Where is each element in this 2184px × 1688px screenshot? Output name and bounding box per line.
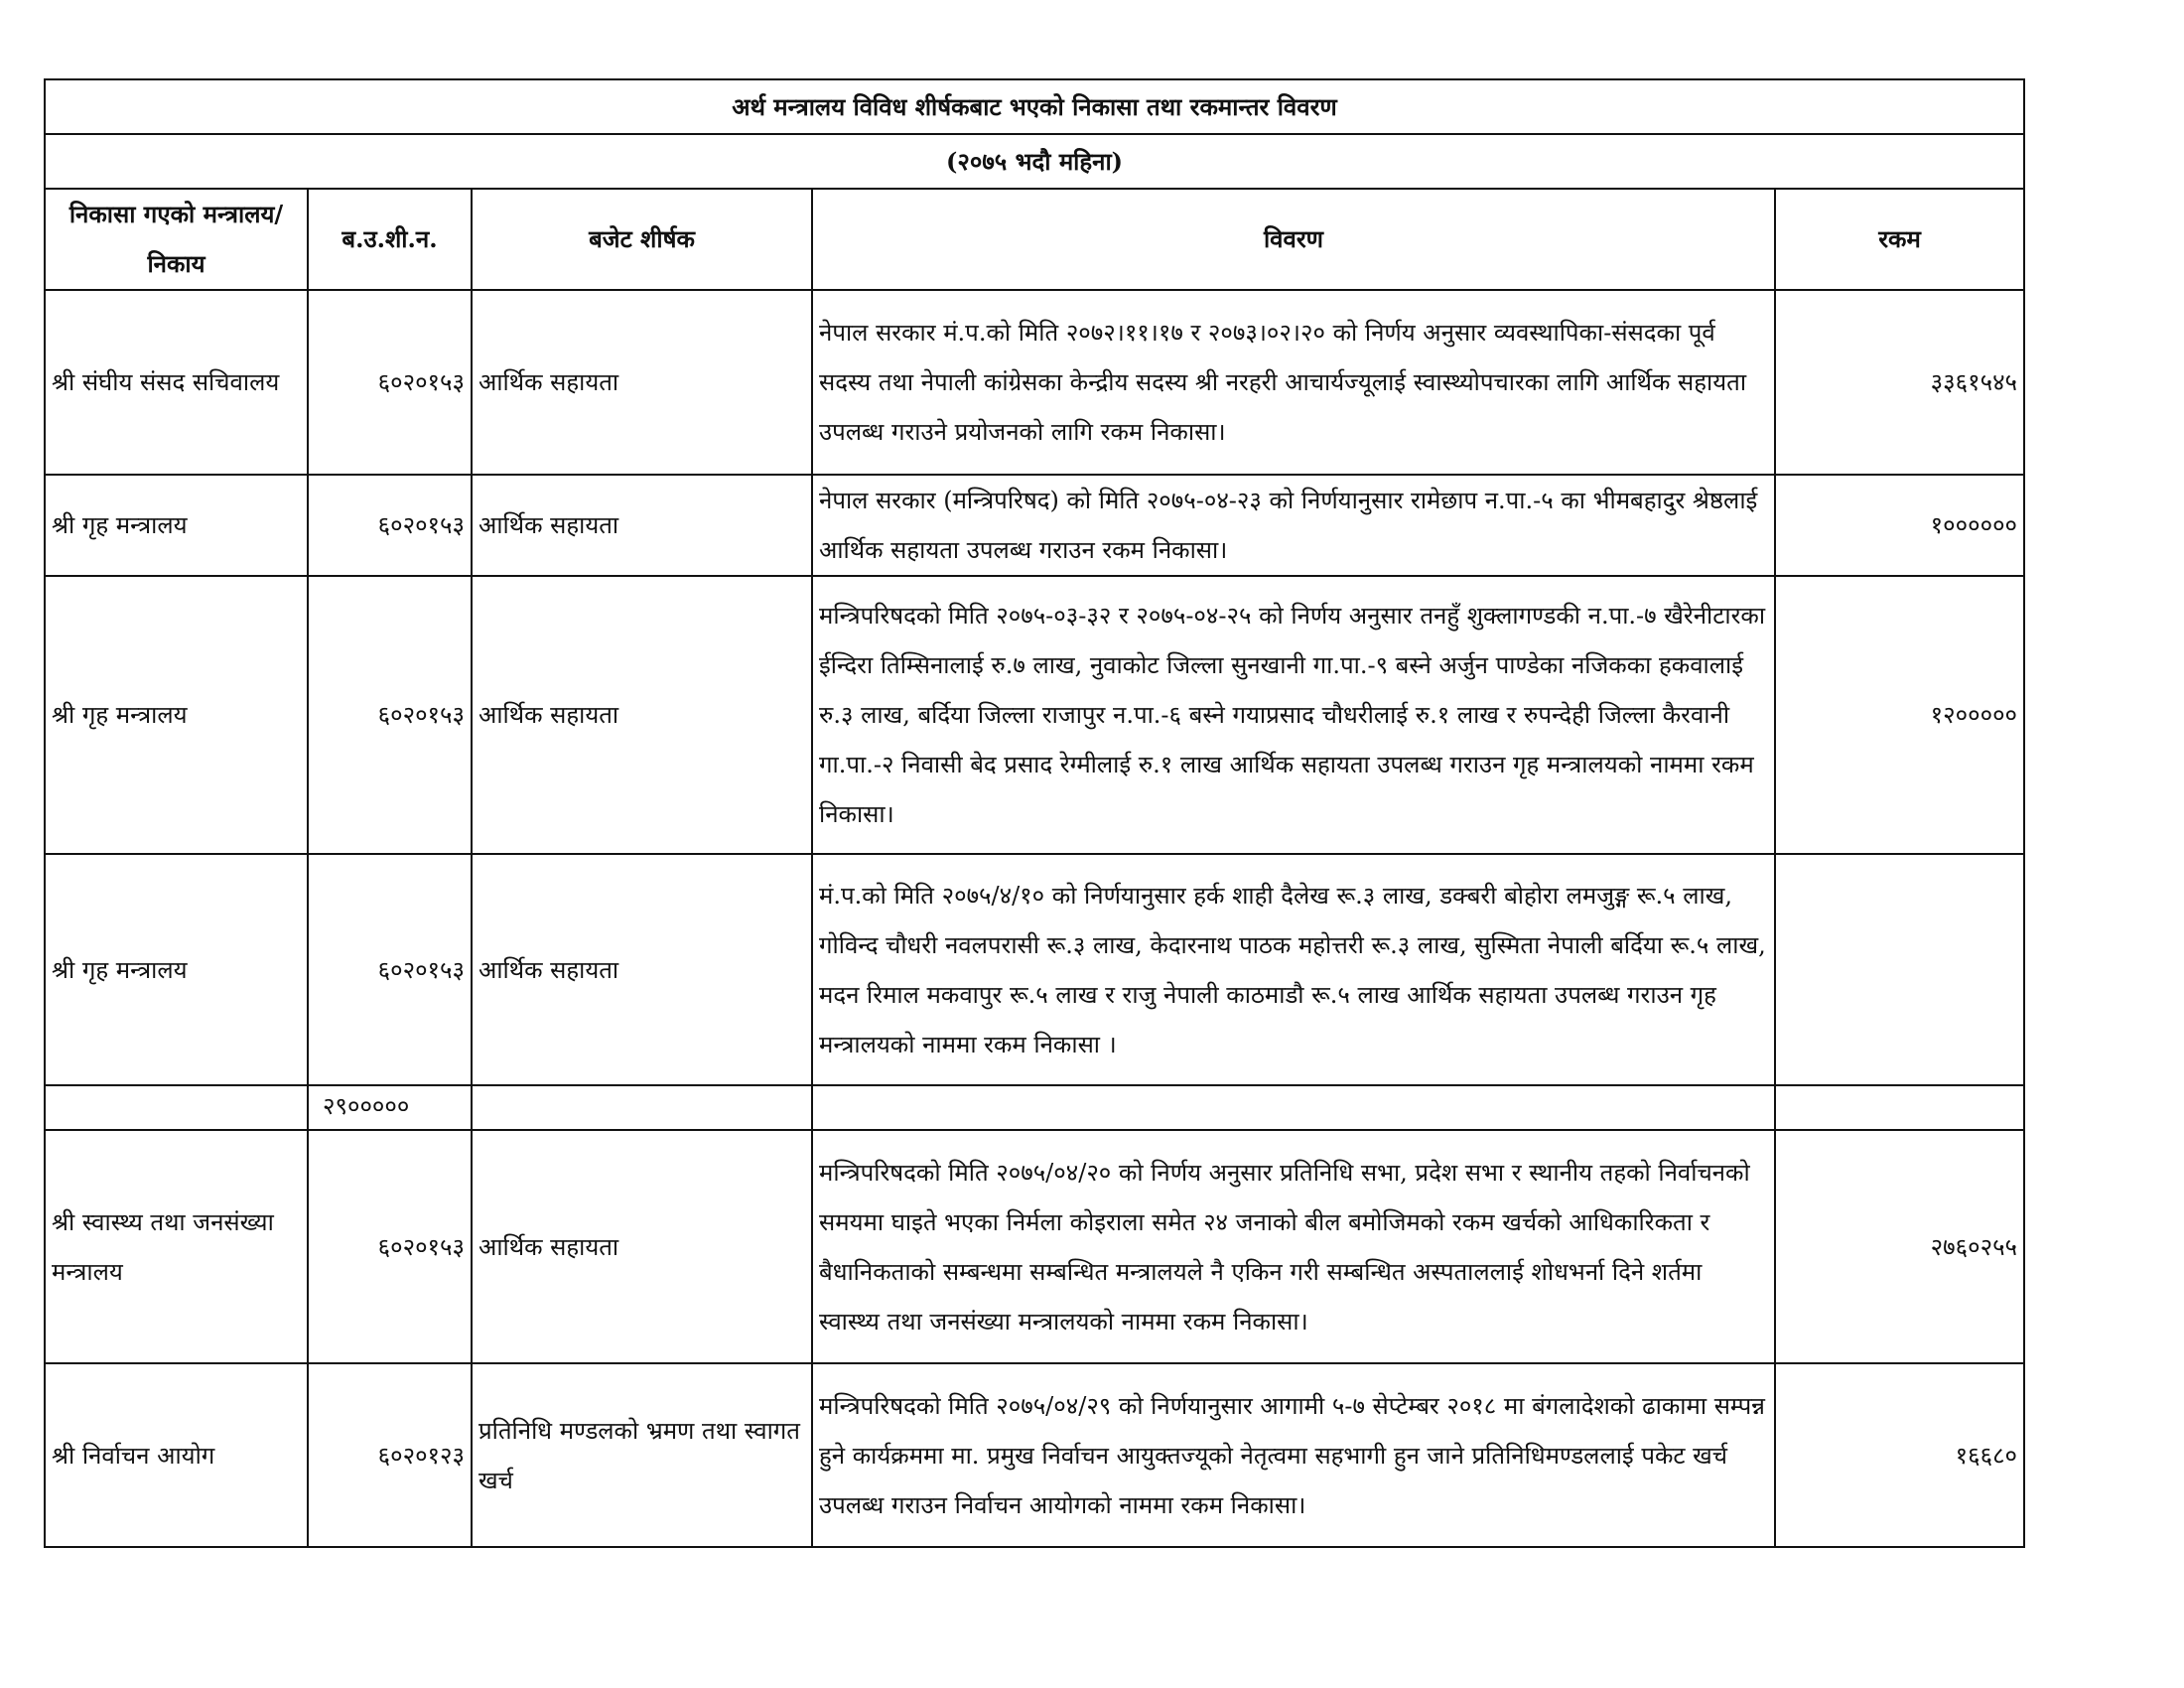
description-cell: मं.प.को मिति २०७५/४/१० को निर्णयानुसार हर्क शाही दैलेख रू.३ लाख, डक्बरी बोहोरा लमजुङ्ग रू.५ लाख, गोविन्द चौधरी नवलपरासी रू.३ लाख, केदारनाथ पाठक महोत्तरी रू.३ लाख, सुस्मिता नेपाली बर्दिया रू.५ लाख, मदन रिमाल मकवापुर रू.५ लाख र राजु नेपाली काठमाडौ रू.५ लाख आर्थिक सहायता उपलब्ध गराउन गृह मन्त्रालयको नाममा रकम निकासा । [812,854,1775,1085]
description-cell: मन्त्रिपरिषदको मिति २०७५/०४/२० को निर्णय अनुसार प्रतिनिधि सभा, प्रदेश सभा र स्थानीय तहको निर्वाचनको समयमा घाइते भएका निर्मला कोइराला समेत २४ जनाको बील बमोजिमको रकम खर्चको आधिकारिकता र बैधानिकताको सम्बन्धमा सम्बन्धित मन्त्रालयले नै एकिन गरी सम्बन्धित अस्पताललाई शोधभर्ना दिने शर्तमा स्वास्थ्य तथा जनसंख्या मन्त्रालयको नाममा रकम निकासा। [812,1130,1775,1363]
office-cell: श्री गृह मन्त्रालय [45,475,308,576]
code-cell: ६०२०१५३ [308,290,472,475]
budget-head-cell: प्रतिनिधि मण्डलको भ्रमण तथा स्वागत खर्च [472,1363,812,1547]
budget-head-cell: आर्थिक सहायता [472,290,812,475]
subtotal-cell: २९००००० [308,1085,472,1130]
description-cell: मन्त्रिपरिषदको मिति २०७५/०४/२९ को निर्णयानुसार आगामी ५-७ सेप्टेम्बर २०१८ मा बंगलादेशको ढाकामा सम्पन्न हुने कार्यक्रममा मा. प्रमुख निर्वाचन आयुक्तज्यूको नेतृत्वमा सहभागी हुन जाने प्रतिनिधिमण्डललाई पकेट खर्च उपलब्ध गराउन निर्वाचन आयोगको नाममा रकम निकासा। [812,1363,1775,1547]
budget-head-cell: आर्थिक सहायता [472,1130,812,1363]
code-cell: ६०२०१५३ [308,854,472,1085]
header-row [45,189,2024,290]
description-cell: मन्त्रिपरिषदको मिति २०७५-०३-३२ र २०७५-०४-२५ को निर्णय अनुसार तनहुँ शुक्लागण्डकी न.पा.-७ खैरेनीटारका ईन्दिरा तिम्सिनालाई रु.७ लाख, नुवाकोट जिल्ला सुनखानी गा.पा.-९ बस्ने अर्जुन पाण्डेका नजिकका हकवालाई रु.३ लाख, बर्दिया जिल्ला राजापुर न.पा.-६ बस्ने गयाप्रसाद चौधरीलाई रु.१ लाख र रुपन्देही जिल्ला कैरवानी गा.पा.-२ निवासी बेद प्रसाद रेग्मीलाई रु.१ लाख आर्थिक सहायता उपलब्ध गराउन गृह मन्त्रालयको नाममा रकम निकासा। [812,576,1775,854]
title-row [45,79,2024,134]
amount-cell [1775,854,2024,1085]
header-code: ब.उ.शी.न. [308,189,472,290]
subtotal-row [45,1085,2024,1130]
amount-cell: २७६०२५५ [1775,1130,2024,1363]
description-cell: नेपाल सरकार (मन्त्रिपरिषद) को मिति २०७५-०४-२३ को निर्णयानुसार रामेछाप न.पा.-५ का भीमबहादुर श्रेष्ठलाई आर्थिक सहायता उपलब्ध गराउन रकम निकासा। [812,475,1775,576]
amount-cell: ३३६१५४५ [1775,290,2024,475]
code-cell: ६०२०१५३ [308,475,472,576]
amount-cell: १६६८० [1775,1363,2024,1547]
office-cell: श्री निर्वाचन आयोग [45,1363,308,1547]
header-budget-head: बजेट शीर्षक [472,189,812,290]
office-cell: श्री गृह मन्त्रालय [45,854,308,1085]
amount-cell: १२००००० [1775,576,2024,854]
table-row [45,1363,2024,1547]
table-row [45,854,2024,1085]
table-row [45,1130,2024,1363]
office-cell: श्री संघीय संसद सचिवालय [45,290,308,475]
office-cell: श्री गृह मन्त्रालय [45,576,308,854]
table-row [45,576,2024,854]
office-cell: श्री स्वास्थ्य तथा जनसंख्या मन्त्रालय [45,1130,308,1363]
header-description: विवरण [812,189,1775,290]
code-cell: ६०२०१२३ [308,1363,472,1547]
code-cell: ६०२०१५३ [308,1130,472,1363]
table-row [45,290,2024,475]
subtitle-row [45,134,2024,189]
document-subtitle: (२०७५ भदौ महिना) [45,134,2024,189]
allocation-table [44,78,2025,1548]
document-title: अर्थ मन्त्रालय विविध शीर्षकबाट भएको निकासा तथा रकमान्तर विवरण [45,79,2024,134]
description-cell [812,1085,1775,1130]
table-row [45,475,2024,576]
office-cell [45,1085,308,1130]
budget-head-cell: आर्थिक सहायता [472,576,812,854]
budget-head-cell: आर्थिक सहायता [472,854,812,1085]
description-cell: नेपाल सरकार मं.प.को मिति २०७२।११।१७ र २०७३।०२।२० को निर्णय अनुसार व्यवस्थापिका-संसदका पूर्व सदस्य तथा नेपाली कांग्रेसका केन्द्रीय सदस्य श्री नरहरी आचार्यज्यूलाई स्वास्थ्योपचारका लागि आर्थिक सहायता उपलब्ध गराउने प्रयोजनको लागि रकम निकासा। [812,290,1775,475]
header-amount: रकम [1775,189,2024,290]
budget-head-cell [472,1085,812,1130]
header-office: निकासा गएको मन्त्रालय/निकाय [45,189,308,290]
code-cell: ६०२०१५३ [308,576,472,854]
amount-cell [1775,1085,2024,1130]
amount-cell: १०००००० [1775,475,2024,576]
budget-head-cell: आर्थिक सहायता [472,475,812,576]
